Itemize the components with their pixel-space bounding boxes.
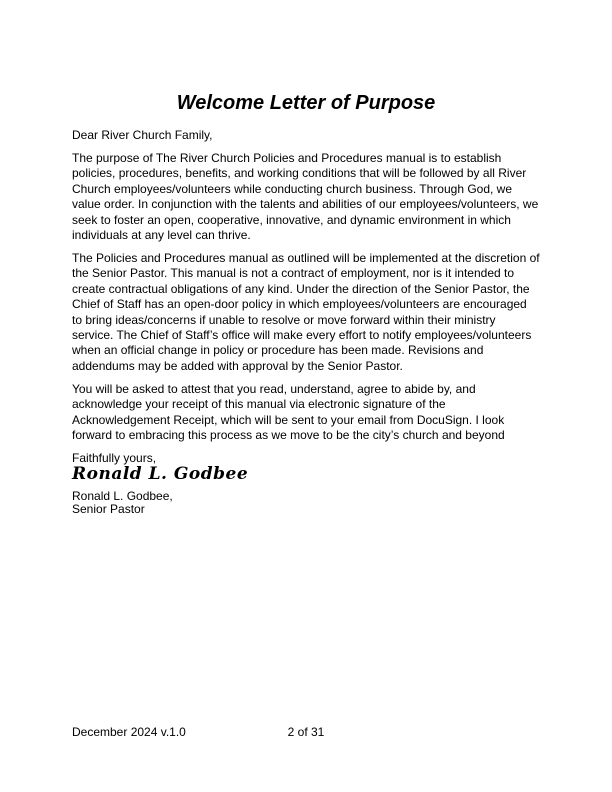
- signer-name: Ronald L. Godbee,: [72, 489, 173, 503]
- signature-block: [72, 490, 540, 515]
- closing-line: Faithfully yours,: [72, 451, 157, 465]
- page-title: Welcome Letter of Purpose: [176, 92, 436, 114]
- body-paragraph-1: The purpose of The River Church Policies and Procedures manual is to establish policies, procedures, benefits, and working conditions that will be followed by all River Church employees/volunteers while conducting church business. Through God, we value order. In conjunction with the talents and abilities of our employees/volunteers, we seek to foster an open, cooperative, innovative, and dynamic environment in which individuals at any level can thrive.: [72, 151, 539, 243]
- salutation: Dear River Church Family,: [72, 128, 213, 142]
- handwritten-signature: Ronald L. Godbee: [72, 464, 249, 484]
- footer-version-label: December 2024 v.1.0: [72, 725, 186, 739]
- body-paragraph-3: You will be asked to attest that you read, understand, agree to abide by, and acknowledge your receipt of this manual via electronic signature of the Acknowledgement Receipt, which will be sent to your email from DocuSign. I look forward to embracing this process as we move to be the city’s church and beyond: [72, 382, 505, 443]
- signer-title: Senior Pastor: [72, 501, 145, 516]
- body-paragraph-2: The Policies and Procedures manual as outlined will be implemented at the discretion of the Senior Pastor. This manual is not a contract of employment, nor is it intended to create contractual obligations of any kind. Under the direction of the Senior Pastor, the Chief of Staff has an open-door policy in which employees/volunteers are encouraged to bring ideas/concerns if unable to resolve or move forward within their ministry service. The Chief of Staff’s office will make every effort to notify employees/volunteers when an official change in policy or procedure has been made. Revisions and addendums may be added with approval by the Senior Pastor.: [72, 251, 540, 373]
- footer-page-number: 2 of 31: [287, 725, 325, 739]
